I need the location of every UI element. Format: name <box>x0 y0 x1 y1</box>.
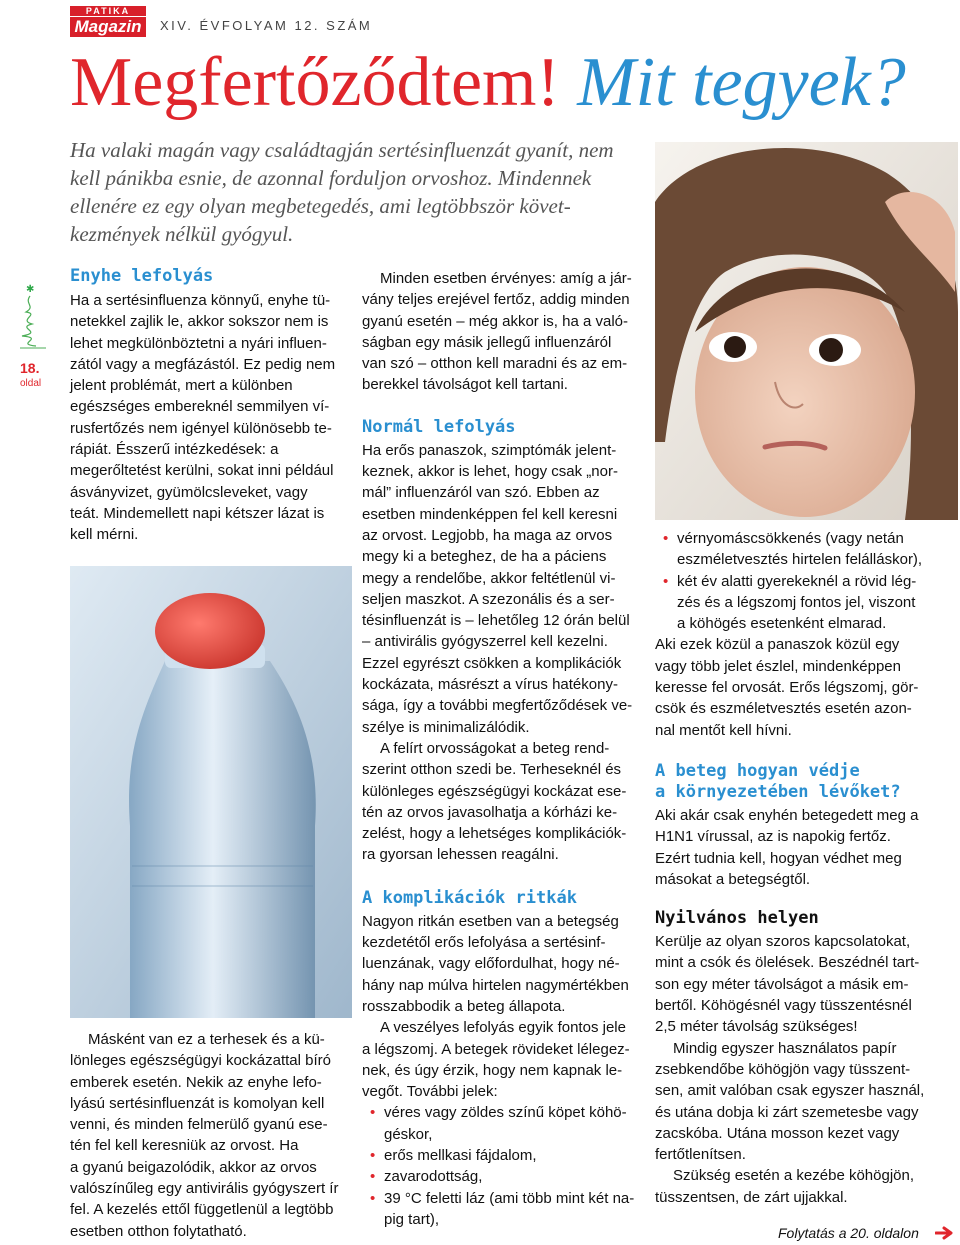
intro-line: ellenére ez egy olyan megbetegedés, ami legtöbbször követ- <box>70 194 571 218</box>
list-item: • 39 °C feletti láz (ami több mint két na- pig tart), <box>362 1188 642 1231</box>
continued-note: Folytatás a 20. oldalon <box>778 1225 919 1241</box>
text-line: zacskóba. Utána mosson kezet vagy <box>655 1124 900 1142</box>
text-line: seljen maszkot. A szezonális és a ser- <box>362 590 615 608</box>
text-line: szerint otthon szedi be. Terheseknél és <box>362 761 622 779</box>
text-line: egészséges embereknél semmilyen ví- <box>70 398 330 416</box>
text-line: sen, amit valóban csak egyszer használ, <box>655 1082 925 1100</box>
text-line: rosszabbodik a beteg állapota. <box>362 997 566 1015</box>
text-line: Szükség esetén a kezébe köhögjön, <box>673 1167 915 1185</box>
text-line: zától vagy a megfázástól. Ez pedig nem <box>70 355 336 373</box>
text-line: tésinfluenzát is – lehetőleg 12 órán belül <box>362 612 630 630</box>
text-line: A veszélyes lefolyás egyik fontos jele <box>380 1019 626 1037</box>
text-line: Ezzel egyrészt csökken a komplikációk <box>362 654 622 672</box>
text-line: lehet megkülönböztetni a nyári influen- <box>70 334 327 352</box>
text-line: lyású sertésinfluenzát is komolyan kell <box>70 1094 325 1112</box>
text-line: Nagyon ritkán esetben van a betegség <box>362 912 619 930</box>
heading-enyhe: Enyhe lefolyás <box>70 266 214 286</box>
text-line: gyanú esetén – még akkor is, ha a való- <box>362 312 628 330</box>
column-2 <box>362 268 642 1230</box>
text-line: van szó – otthon kell maradni és az em- <box>362 355 628 373</box>
headline-part1: Megfertőződtem! <box>70 44 560 121</box>
text-line: zelést, hogy a lehetséges komplikációk- <box>362 825 627 843</box>
text-line: teát. Mindemellett napi kétszer lázat is <box>70 504 325 522</box>
headline <box>70 44 906 122</box>
text-line: Ezért tudnia kell, hogyan védhet meg <box>655 849 902 867</box>
headline-part2: Mit tegyek? <box>577 44 906 121</box>
heading-vedelem-line2: a környezetében lévőket? <box>655 781 901 802</box>
list-item: • vérnyomáscsökkenés (vagy netán eszméletvesztés hirtelen felálláskor), <box>655 528 955 571</box>
text-line: megerőltetést kerülni, sokat inni például <box>70 462 334 480</box>
text-line: berekkel távolságot kell tartani. <box>362 376 568 394</box>
text-line: luenzának, vagy előfordulhat, hogy né- <box>362 955 620 973</box>
text-line: bertől. Köhögésnél vagy tüsszentésnél <box>655 997 912 1015</box>
text-line: Ha erős panaszok, szimptómák jelent- <box>362 441 617 459</box>
text-line: A felírt orvosságokat a beteg rend- <box>380 739 610 757</box>
text-line: esetben otthon folytatható. <box>70 1222 247 1240</box>
text-line: megy a rendelőbe, akkor feltétlenül vi- <box>362 569 616 587</box>
logo-top-text: PATIKA <box>70 6 146 16</box>
water-bottle-photo <box>70 566 352 1018</box>
text-line: Minden esetben érvényes: amíg a jár- <box>380 270 632 287</box>
column-1-top <box>70 266 350 546</box>
text-line: kockázata, másrészt a vírus hatékony- <box>362 676 618 694</box>
text-line: zsebkendőbe köhögjön vagy tüsszent- <box>655 1060 911 1078</box>
text-line: Aki ezek közül a panaszok közül egy <box>655 636 900 654</box>
text-line: ra gyorsan lehessen reagálni. <box>362 846 559 864</box>
text-line: nek, és úgy érzik, hogy nem kapnak le- <box>362 1061 623 1079</box>
issue-label: XIV. ÉVFOLYAM 12. SZÁM <box>160 18 373 33</box>
text-line: rápiát. Ésszerű intézkedések: a <box>70 441 279 459</box>
list-item: • véres vagy zöldes színű köpet köhö- géskor, <box>362 1102 642 1145</box>
text-line: venni, és minden felmerülő gyanú ese- <box>70 1116 328 1134</box>
text-line: az orvost. Legjobb, ha maga az orvos <box>362 526 613 544</box>
magazine-logo <box>70 6 146 36</box>
arrow-right-icon <box>935 1226 955 1240</box>
svg-text:✱: ✱ <box>26 284 35 295</box>
text-line: Aki akár csak enyhén betegedett meg a <box>655 806 919 824</box>
column-3 <box>655 528 955 1208</box>
logo-bottom-text: Magazin <box>70 16 146 37</box>
column-1-bottom <box>70 1029 355 1242</box>
heading-nyilvanos: Nyilvános helyen <box>655 908 819 929</box>
text-line: vegőt. További jelek: <box>362 1083 498 1101</box>
text-line: nal mentőt kell hívni. <box>655 721 792 739</box>
list-item: • erős mellkasi fájdalom, <box>362 1145 642 1166</box>
symptom-list <box>362 1102 642 1230</box>
text-line: Másként van ez a terhesek és a kü- <box>88 1031 325 1048</box>
text-line: kell mérni. <box>70 526 139 544</box>
intro-line: kell pánikba esnie, de azonnal forduljon orvoshoz. Mindennek <box>70 166 592 190</box>
text-line: 2,5 méter távolság szükséges! <box>655 1018 858 1036</box>
text-line: tén fel kell keresniük az orvost. Ha <box>70 1137 299 1155</box>
text-line: fel. A kezelés ettől függetlenül a legtöbb <box>70 1201 334 1219</box>
text-line: mál” influenzáról van szó. Ebben az <box>362 484 600 502</box>
text-line: rusfertőzés nem igényel különösebb te- <box>70 419 332 437</box>
text-line: szélye is minimalizálódik. <box>362 718 530 736</box>
text-line: a gyanú beigazolódik, akkor az orvos <box>70 1158 317 1176</box>
text-line: sága, így a további megfertőződések ve- <box>362 697 633 715</box>
text-line: Ha a sertésinfluenza könnyű, enyhe tü- <box>70 292 331 309</box>
text-line: csök és eszméletvesztés esetén azon- <box>655 700 912 718</box>
text-line: netekkel zajlik le, akkor sokszor nem is <box>70 313 329 331</box>
intro-paragraph <box>70 136 650 248</box>
text-line: keresse fel orvosát. Erős légszomj, gör- <box>655 679 919 697</box>
text-line: másokat a betegségtől. <box>655 870 811 888</box>
text-line: vány teljes erejével fertőz, addig minden <box>362 291 630 309</box>
text-line: kezdetétől erős lefolyása a sertésinf- <box>362 934 606 952</box>
symptom-list-continued <box>655 528 955 634</box>
text-line: a légszomj. A betegek rövideket lélegez- <box>362 1040 630 1058</box>
text-line: jelent problémát, mert a különben <box>70 377 293 395</box>
text-line: H1N1 vírussal, az is napokig fertőz. <box>655 828 891 846</box>
side-page-number: 18. <box>20 360 40 376</box>
text-line: emberek esetén. Nekik az enyhe lefo- <box>70 1073 322 1091</box>
text-line: ságban egy másik jellegű influenzáról <box>362 333 612 351</box>
text-line: tüsszentsen, de zárt ujjakkal. <box>655 1188 848 1206</box>
list-item: • két év alatti gyerekeknél a rövid lég- zés és a légszomj fontos jel, viszont a köhögés esetenként elmarad. <box>655 571 955 635</box>
intro-line: Ha valaki magán vagy családtagján sertésinfluenzát gyanít, nem <box>70 138 614 162</box>
text-line: különleges egészségügyi kockázat ese- <box>362 782 627 800</box>
text-line: keznek, akkor is lehet, hogy csak „nor- <box>362 463 618 481</box>
side-page-label: oldal <box>20 378 42 389</box>
christmas-tree-icon <box>6 282 58 362</box>
heading-vedelem-line1: A beteg hogyan védje <box>655 760 860 781</box>
text-line: ásványvizet, gyümölcsleveket, vagy <box>70 483 308 501</box>
text-line: tén az orvos javasolhatja a kórházi ke- <box>362 803 618 821</box>
text-line: hány nap múlva hirtelen nagymértékben <box>362 976 629 994</box>
text-line: megy ki a beteghez, de ha a páciens <box>362 548 607 566</box>
text-line: fertőtlenítsen. <box>655 1146 746 1164</box>
text-line: esetben mindenképpen fel kell keresni <box>362 505 618 523</box>
text-line: mint a csók és ölelések. Beszédnél tart- <box>655 954 920 972</box>
text-line: lönleges egészségügyi kockázattal bíró <box>70 1052 331 1070</box>
text-line: son egy méter távolságot a másik em- <box>655 975 909 993</box>
side-page-tab <box>6 282 58 392</box>
text-line: Kerülje az olyan szoros kapcsolatokat, <box>655 933 911 951</box>
text-line: Mindig egyszer használatos papír <box>673 1039 897 1057</box>
text-line: valószínűleg egy antivirális gyógyszert ír <box>70 1180 339 1198</box>
sick-child-photo <box>655 142 958 520</box>
intro-line: kezmények nélkül gyógyul. <box>70 222 294 246</box>
heading-normal: Normál lefolyás <box>362 416 516 437</box>
text-line: vagy több jelet észlel, mindenképpen <box>655 657 901 675</box>
text-line: és utána dobja ki zárt szemetesbe vagy <box>655 1103 919 1121</box>
list-item: • zavarodottság, <box>362 1166 642 1187</box>
heading-komplikaciok: A komplikációk ritkák <box>362 887 577 908</box>
text-line: – antivirális gyógyszerrel kell kezelni. <box>362 633 608 651</box>
